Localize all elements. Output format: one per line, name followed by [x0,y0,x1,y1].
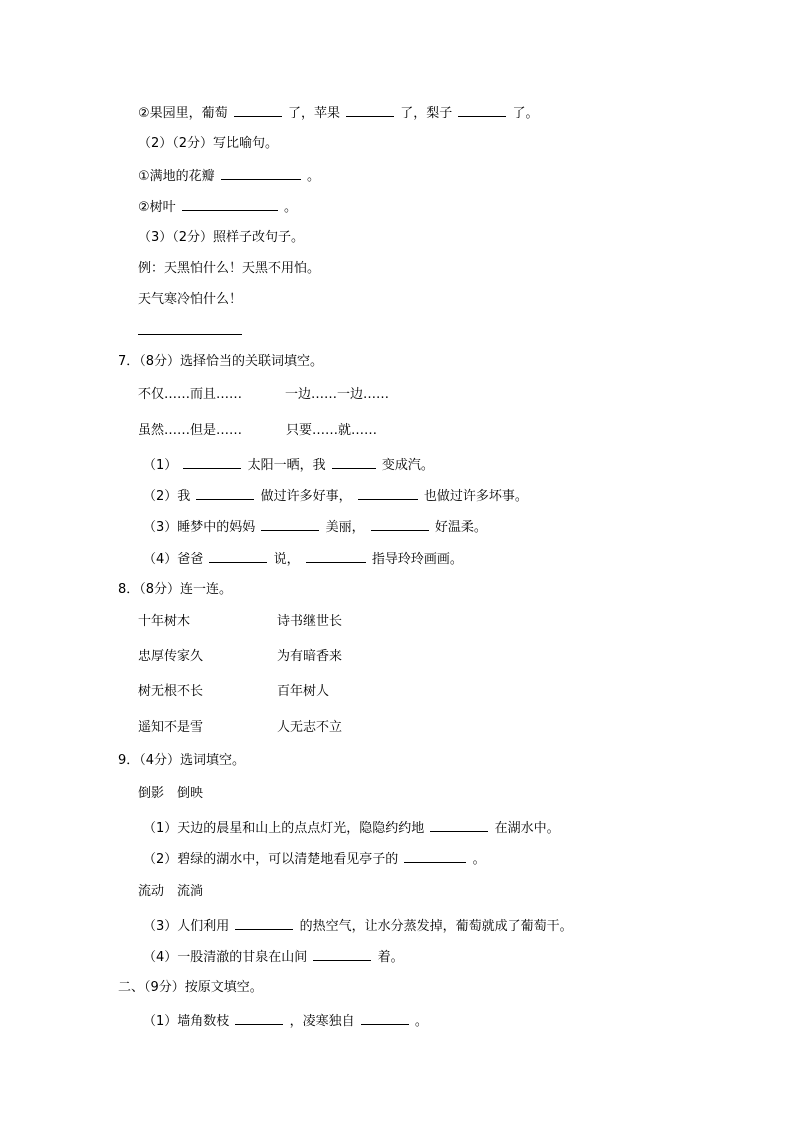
q8-title: 8．（8分）连一连。 [118,582,233,597]
q9-item2 [143,850,486,868]
text: （3）睡梦中的妈妈 [143,520,256,535]
answer-blank[interactable] [404,850,466,863]
text: ，凌寒独自 [289,1014,355,1029]
answer-blank[interactable] [183,456,241,469]
q9-word-pair: 倒影 倒映 [138,786,204,801]
text: 。 [283,200,297,215]
text: 了，梨子 [400,106,453,121]
text: 太阳一晒，我 [247,458,326,473]
answer-blank[interactable] [261,518,319,531]
answer-blank[interactable] [182,198,278,211]
q8-left-item[interactable]: 十年树木 [138,614,191,629]
q7-item2 [143,487,528,505]
text: （4）爸爸 [143,552,204,567]
text: （1）天边的晨星和山上的点点灯光，隐隐约约地 [143,821,425,836]
text: 变成汽。 [381,458,434,473]
q8-left-item[interactable]: 树无根不长 [138,684,204,699]
q7-word-option: 虽然……但是…… [138,423,243,438]
section2-item1 [143,1012,428,1030]
answer-blank[interactable] [306,550,366,563]
q6-sub3-example: 例：天黑怕什么！天黑不用怕。 [138,261,321,276]
q9-item3 [143,917,573,935]
text: 。 [306,169,320,184]
answer-blank[interactable] [221,167,301,180]
q7-title: 7．（8分）选择恰当的关联词填空。 [118,354,324,369]
text: （1）墙角数枝 [143,1014,230,1029]
text: 着。 [377,950,404,965]
answer-blank[interactable] [346,104,394,117]
q6-sub3-title: （3）（2分）照样子改句子。 [138,230,305,245]
text: ②树叶 [138,200,176,215]
text: 。 [414,1014,428,1029]
q7-word-option: 一边……一边…… [285,387,390,402]
q8-right-item[interactable]: 诗书继世长 [277,614,343,629]
q8-left-item[interactable]: 忠厚传家久 [138,649,204,664]
answer-blank[interactable] [458,104,506,117]
text: ②果园里，葡萄 [138,106,228,121]
text: （3）人们利用 [143,919,230,934]
answer-blank[interactable] [196,487,254,500]
q6-sub3-answer-line[interactable] [138,322,242,335]
q7-item1 [143,456,434,474]
answer-blank[interactable] [235,917,293,930]
q8-right-item[interactable]: 百年树人 [277,684,330,699]
text: 美丽， [325,520,365,535]
answer-blank[interactable] [430,819,488,832]
answer-blank[interactable] [209,550,267,563]
q7-word-option: 不仅……而且…… [138,387,243,402]
text: 指导玲玲画画。 [371,552,463,567]
text: 。 [472,852,486,867]
q6-sub2-title: （2）（2分）写比喻句。 [138,136,279,151]
text: 在湖水中。 [494,821,560,836]
answer-blank[interactable] [371,518,429,531]
q6-line-fruit [138,104,539,122]
q9-item4 [143,948,404,966]
q6-sub3-sentence: 天气寒冷怕什么！ [138,292,243,307]
q6-sub2-item1 [138,167,320,185]
answer-blank[interactable] [332,456,376,469]
text: （1） [143,458,178,473]
q7-item3 [143,518,487,536]
answer-blank[interactable] [313,948,371,961]
q9-title: 9．（4分）选词填空。 [118,753,246,768]
q8-right-item[interactable]: 人无志不立 [277,720,343,735]
answer-blank[interactable] [358,487,418,500]
text: 做过许多好事， [260,489,352,504]
q7-item4 [143,550,463,568]
answer-blank[interactable] [234,104,282,117]
text: （4）一股清澈的甘泉在山间 [143,950,308,965]
q7-word-option: 只要……就…… [286,423,378,438]
q9-word-pair: 流动 流淌 [138,884,204,899]
section2-title: 二、（9分）按原文填空。 [118,980,263,995]
q6-sub2-item2 [138,198,297,216]
answer-blank[interactable] [361,1012,409,1025]
text: 好温柔。 [434,520,487,535]
text: （2）碧绿的湖水中，可以清楚地看见亭子的 [143,852,399,867]
text: 也做过许多坏事。 [423,489,528,504]
answer-blank[interactable] [235,1012,283,1025]
q8-right-item[interactable]: 为有暗香来 [277,649,343,664]
text: 了，苹果 [287,106,340,121]
text: 的热空气，让水分蒸发掉，葡萄就成了葡萄干。 [299,919,573,934]
q9-item1 [143,819,560,837]
text: 说， [273,552,300,567]
text: ①满地的花瓣 [138,169,215,184]
text: 了。 [512,106,539,121]
text: （2）我 [143,489,191,504]
q8-left-item[interactable]: 遥知不是雪 [138,720,204,735]
